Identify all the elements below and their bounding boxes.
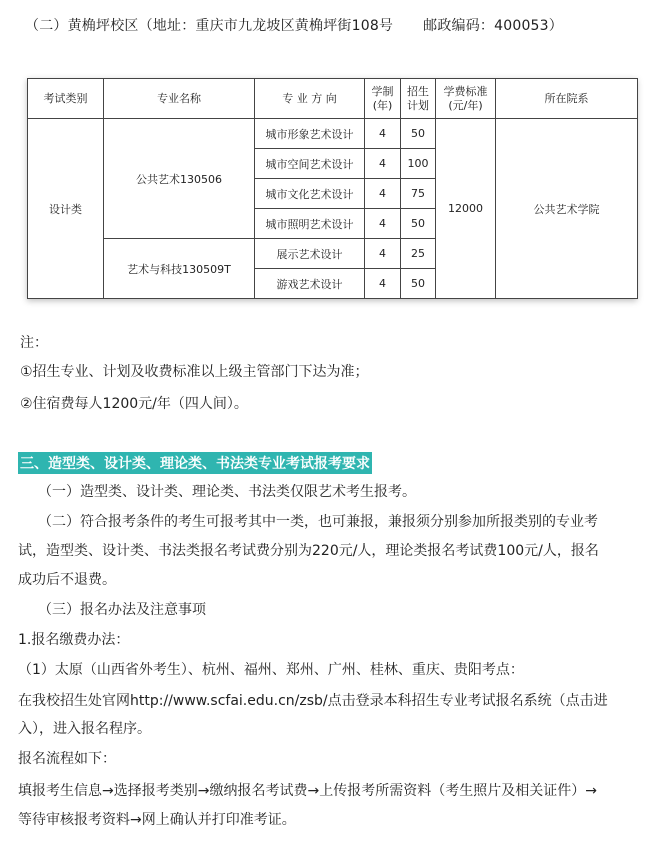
years-cell: 4 <box>365 209 401 239</box>
header-direction: 专 业 方 向 <box>255 79 365 119</box>
paragraph-8-line-2: 等待审核报考资料→网上确认并打印准考证。 <box>18 812 296 828</box>
direction-cell: 城市空间艺术设计 <box>255 149 365 179</box>
years-cell: 4 <box>365 149 401 179</box>
paragraph-7: 报名流程如下： <box>18 751 116 767</box>
years-cell: 4 <box>365 269 401 299</box>
header-fee: 学费标准 (元/年) <box>436 79 496 119</box>
direction-cell: 城市文化艺术设计 <box>255 179 365 209</box>
college-cell: 公共艺术学院 <box>496 119 638 299</box>
section-3-title: 三、造型类、设计类、理论类、书法类专业考试报考要求 <box>18 452 372 474</box>
notes-title: 注： <box>20 335 48 351</box>
paragraph-2-line-1: （二）符合报考条件的考生可报考其中一类，也可兼报，兼报须分别参加所报类别的专业考 <box>38 514 598 530</box>
campus-address: （二）黄桷坪校区（地址：重庆市九龙坡区黄桷坪街108号 <box>25 18 394 34</box>
paragraph-6-line-1: 在我校招生处官网http://www.scfai.edu.cn/zsb/点击登录本科招生专业考试报名系统（点击进 <box>18 693 608 709</box>
quota-cell: 100 <box>401 149 436 179</box>
direction-cell: 游戏艺术设计 <box>255 269 365 299</box>
campus-heading <box>25 15 563 35</box>
major-cell: 艺术与科技130509T <box>104 239 255 299</box>
direction-cell: 展示艺术设计 <box>255 239 365 269</box>
paragraph-2-line-2: 试，造型类、设计类、书法类报名考试费分别为220元/人，理论类报名考试费100元/人，报名 <box>18 543 599 559</box>
header-college: 所在院系 <box>496 79 638 119</box>
years-cell: 4 <box>365 119 401 149</box>
major-cell: 公共艺术130506 <box>104 119 255 239</box>
direction-cell: 城市形象艺术设计 <box>255 119 365 149</box>
header-category: 考试类别 <box>28 79 104 119</box>
quota-cell: 25 <box>401 239 436 269</box>
fee-cell: 12000 <box>436 119 496 299</box>
quota-cell: 50 <box>401 119 436 149</box>
quota-cell: 50 <box>401 209 436 239</box>
note-1: ①招生专业、计划及收费标准以上级主管部门下达为准； <box>20 364 369 380</box>
enrollment-table-container <box>27 78 637 299</box>
paragraph-6-line-2: 入），进入报名程序。 <box>18 721 151 737</box>
table-row <box>28 119 638 149</box>
enrollment-table <box>27 78 638 299</box>
header-years: 学制 (年) <box>365 79 401 119</box>
direction-cell: 城市照明艺术设计 <box>255 209 365 239</box>
years-cell: 4 <box>365 179 401 209</box>
paragraph-3: （三）报名办法及注意事项 <box>38 602 206 618</box>
category-cell: 设计类 <box>28 119 104 299</box>
paragraph-1: （一）造型类、设计类、理论类、书法类仅限艺术考生报考。 <box>38 484 416 500</box>
paragraph-8-line-1: 填报考生信息→选择报考类别→缴纳报名考试费→上传报考所需资料（考生照片及相关证件）→ <box>18 783 597 799</box>
paragraph-2-line-3: 成功后不退费。 <box>18 572 116 588</box>
years-cell: 4 <box>365 239 401 269</box>
paragraph-4: 1.报名缴费办法： <box>18 632 130 648</box>
table-header-row <box>28 79 638 119</box>
quota-cell: 75 <box>401 179 436 209</box>
header-quota: 招生 计划 <box>401 79 436 119</box>
postal-code: 邮政编码：400053） <box>423 18 563 34</box>
paragraph-5: （1）太原（山西省外考生）、杭州、福州、郑州、广州、桂林、重庆、贵阳考点： <box>18 662 524 678</box>
header-major: 专业名称 <box>104 79 255 119</box>
note-2: ②住宿费每人1200元/年（四人间）。 <box>20 396 248 412</box>
quota-cell: 50 <box>401 269 436 299</box>
